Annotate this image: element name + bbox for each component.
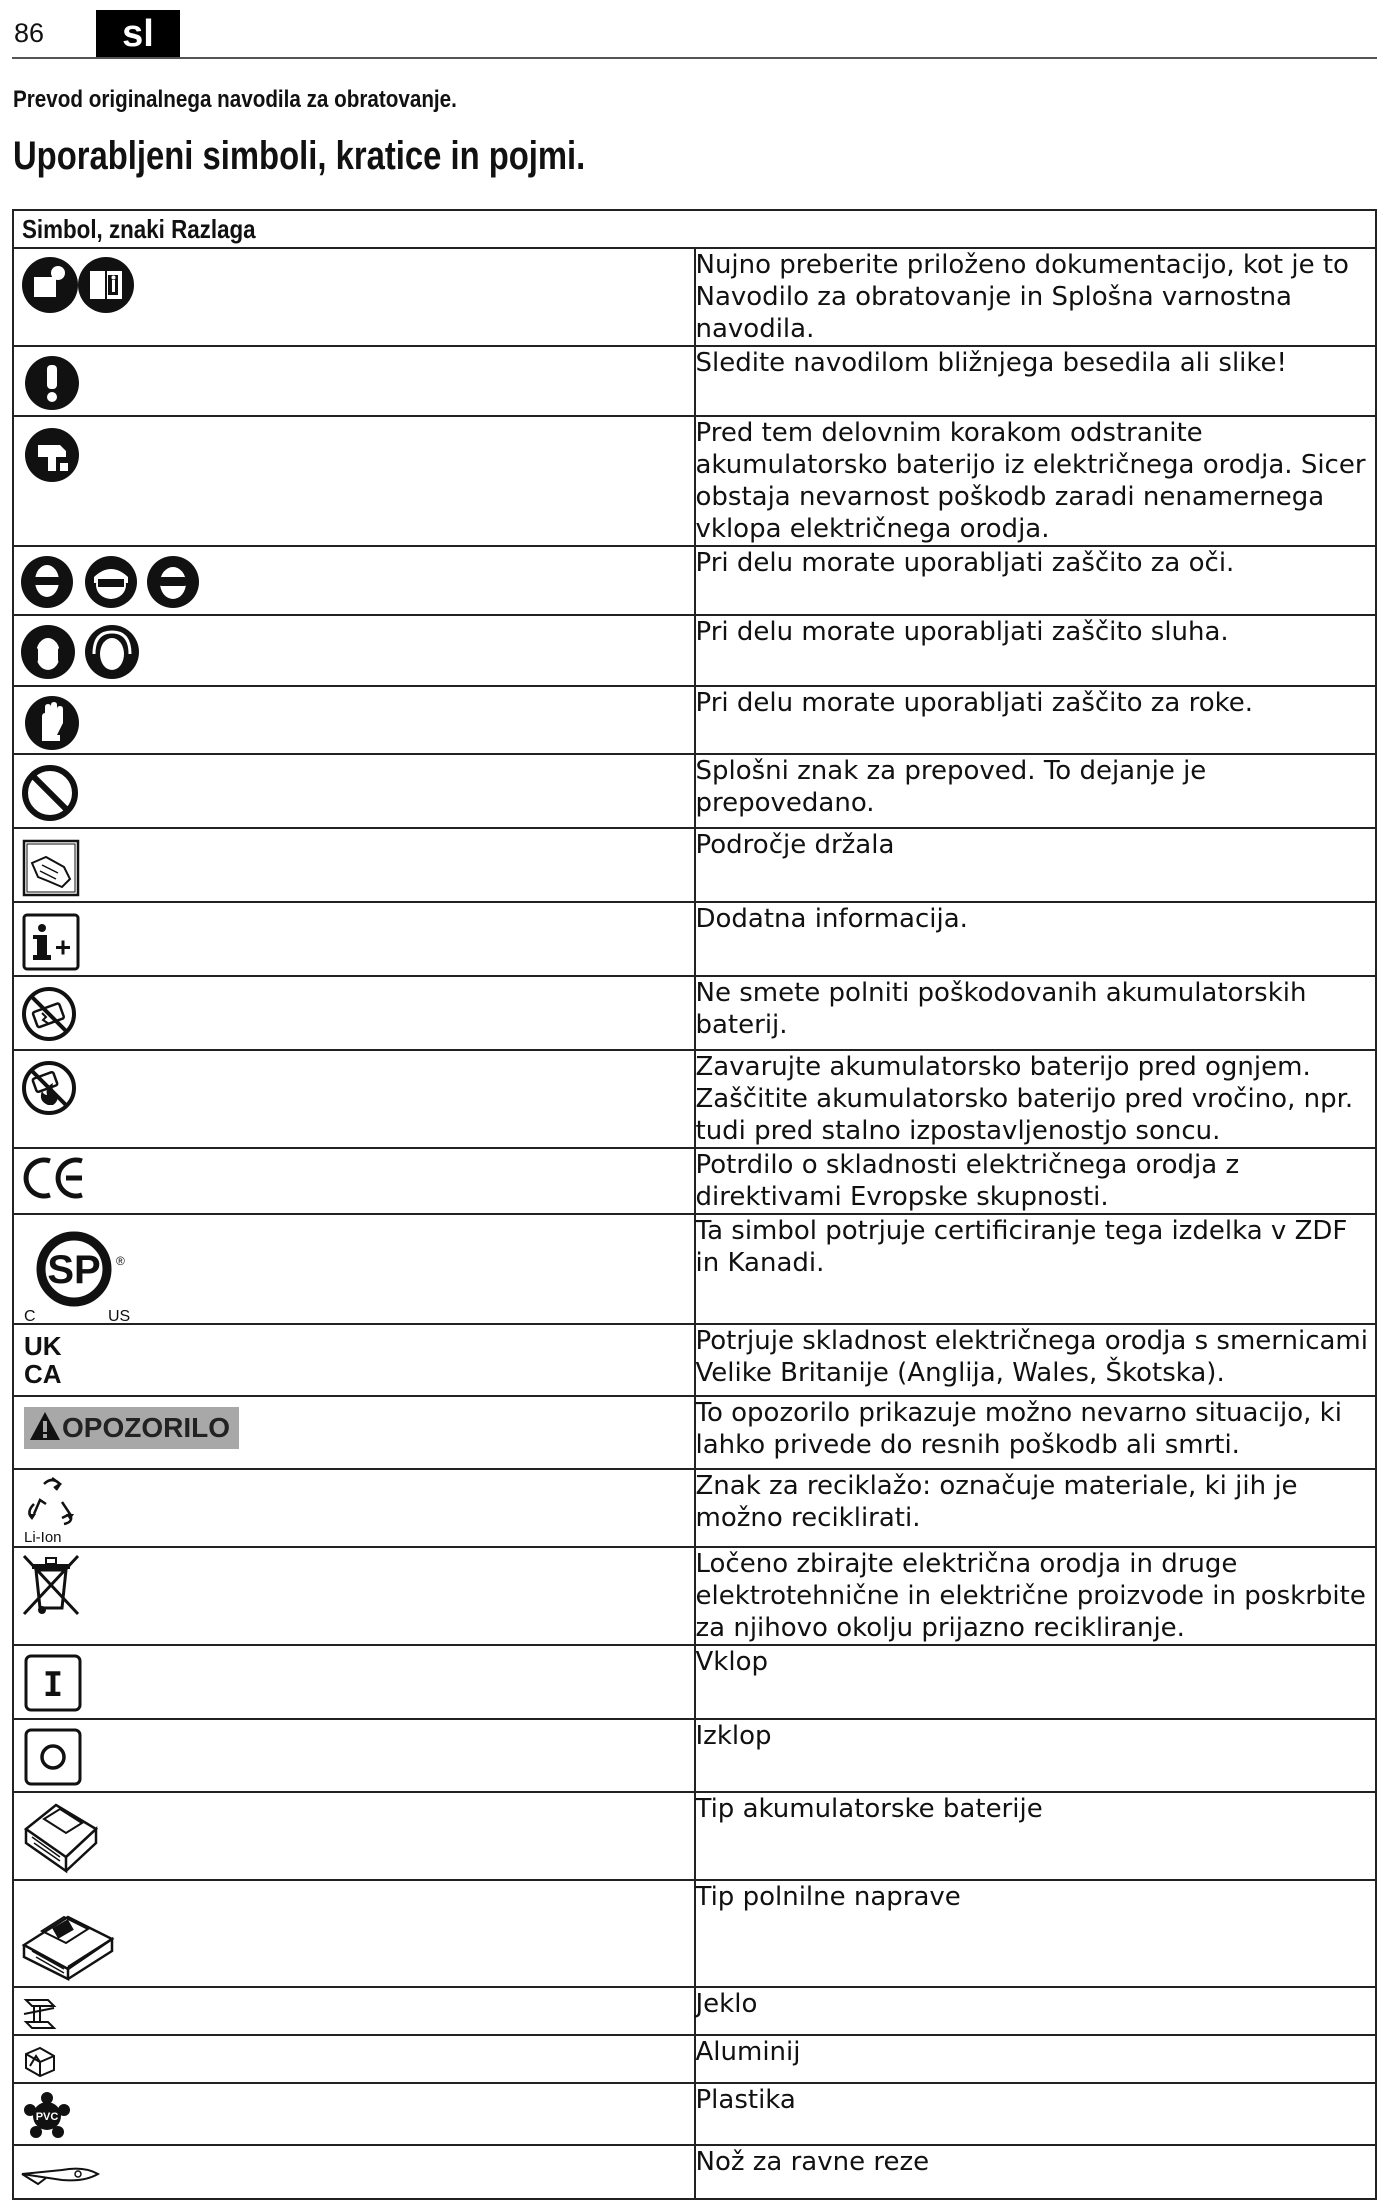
glove-icon [24, 695, 80, 751]
csa-letters: SP [47, 1248, 101, 1292]
description: Plastika [695, 2083, 1377, 2145]
plastic-pvc-icon [20, 2090, 74, 2142]
description: Pri delu morate uporabljati zaščito za roke. [695, 686, 1377, 754]
grip-area-icon [22, 839, 80, 897]
icon-cell [13, 346, 695, 416]
power-off-icon [24, 1728, 82, 1786]
table-row [13, 1719, 1376, 1792]
icon-cell [13, 2145, 695, 2199]
pvc-label: PVC [35, 2111, 59, 2123]
no-charge-damaged-icon [20, 985, 78, 1043]
csa-c-label: C [24, 1308, 36, 1325]
table-row [13, 416, 1376, 546]
table-row [13, 1987, 1376, 2035]
table-row [13, 346, 1376, 416]
description: Tip akumulatorske baterije [695, 1792, 1377, 1880]
table-row [13, 828, 1376, 902]
description: Aluminij [695, 2035, 1377, 2083]
description: Znak za reciklažo: označuje materiale, ki jih je možno reciklirati. [695, 1469, 1377, 1547]
icon-cell [13, 416, 695, 546]
icon-cell [13, 1880, 695, 1987]
icon-cell [13, 1469, 695, 1547]
charger-type-icon [18, 1901, 118, 1981]
icon-cell [13, 828, 695, 902]
description: Zavarujte akumulatorsko baterijo pred ognjem. Zaščitite akumulatorsko baterijo pred vročino, npr. tudi pred stalno izpostavljenostjo soncu. [695, 1050, 1377, 1148]
ear-protection-icon [20, 624, 142, 680]
icon-cell [13, 248, 695, 346]
info-plus-icon [22, 913, 80, 971]
exclamation-icon [24, 355, 80, 411]
description: Sledite navodilom bližnjega besedila ali slike! [695, 346, 1377, 416]
icon-cell [13, 546, 695, 615]
table-row [13, 1214, 1376, 1324]
steel-icon [22, 1996, 58, 2030]
ukca-line2: CA [24, 1359, 62, 1389]
description: Nujno preberite priloženo dokumentacijo, kot je to Navodilo za obratovanje in Splošna varnostna navodila. [695, 248, 1377, 346]
icon-cell [13, 1396, 695, 1469]
icon-cell [13, 1214, 695, 1324]
header-rule [12, 57, 1377, 59]
read-manual-icon [20, 255, 136, 315]
csa-registered: ® [116, 1254, 125, 1268]
table-row [13, 1396, 1376, 1469]
warning-badge-label: OPOZORILO [62, 1412, 230, 1443]
icon-cell [13, 1792, 695, 1880]
table-header-row [13, 210, 1376, 248]
crossed-bin-icon [20, 1552, 82, 1618]
table-row [13, 2145, 1376, 2199]
table-row [13, 1792, 1376, 1880]
description: Pri delu morate uporabljati zaščito za oči. [695, 546, 1377, 615]
eye-protection-icon [20, 555, 200, 609]
icon-cell [13, 902, 695, 976]
description: Področje držala [695, 828, 1377, 902]
description: Nož za ravne reze [695, 2145, 1377, 2199]
icon-cell [13, 1645, 695, 1719]
power-on-label: I [42, 1665, 64, 1705]
description: Potrjuje skladnost električnega orodja s smernicami Velike Britanije (Anglija, Wales, Škotska). [695, 1324, 1377, 1396]
icon-cell [13, 686, 695, 754]
warning-badge [24, 1407, 239, 1449]
icon-cell [13, 1719, 695, 1792]
table-row [13, 2083, 1376, 2145]
table-row [13, 976, 1376, 1050]
power-on-icon [24, 1654, 82, 1712]
page-number: 86 [14, 18, 45, 48]
ukca-line1: UK [24, 1331, 62, 1361]
table-row [13, 902, 1376, 976]
description: To opozorilo prikazuje možno nevarno situacijo, ki lahko privede do resnih poškodb ali smrti. [695, 1396, 1377, 1469]
icon-cell [13, 754, 695, 828]
description: Splošni znak za prepoved. To dejanje je prepovedano. [695, 754, 1377, 828]
table-row [13, 1148, 1376, 1214]
icon-cell [13, 1987, 695, 2035]
table-row [13, 1547, 1376, 1645]
description: Ločeno zbirajte električna orodja in druge elektrotehnične in električne proizvode in poskrbite za njihovo okolju prijazno recikliranje. [695, 1547, 1377, 1645]
icon-cell [13, 1547, 695, 1645]
recycle-li-ion-icon [22, 1474, 82, 1546]
battery-type-icon [18, 1799, 104, 1877]
description: Vklop [695, 1645, 1377, 1719]
symbols-table [12, 209, 1377, 2200]
no-fire-icon [20, 1059, 78, 1117]
table-row [13, 248, 1376, 346]
li-ion-label: Li-Ion [24, 1529, 62, 1546]
table-header: Simbol, znaki Razlaga [13, 210, 1376, 248]
table-row [13, 1050, 1376, 1148]
table-row [13, 2035, 1376, 2083]
table-row [13, 1645, 1376, 1719]
icon-cell [13, 615, 695, 686]
csa-us-label: US [108, 1308, 131, 1325]
csa-mark-icon [22, 1225, 142, 1325]
straight-cut-knife-icon [20, 2156, 102, 2190]
icon-cell [13, 2083, 695, 2145]
description: Potrdilo o skladnosti električnega orodja z direktivami Evropske skupnosti. [695, 1148, 1377, 1214]
ce-mark-icon [22, 1155, 88, 1201]
description: Pri delu morate uporabljati zaščito sluha. [695, 615, 1377, 686]
description: Tip polnilne naprave [695, 1880, 1377, 1987]
remove-battery-icon [24, 427, 80, 483]
ukca-mark-icon [22, 1331, 76, 1389]
icon-cell [13, 1148, 695, 1214]
table-row [13, 1880, 1376, 1987]
description: Izklop [695, 1719, 1377, 1792]
description: Jeklo [695, 1987, 1377, 2035]
table-row [13, 615, 1376, 686]
page-title: Uporabljeni simboli, kratice in pojmi. [13, 134, 586, 178]
icon-cell [13, 2035, 695, 2083]
description: Ne smete polniti poškodovanih akumulatorskih baterij. [695, 976, 1377, 1050]
table-row [13, 754, 1376, 828]
icon-cell [13, 976, 695, 1050]
description: Pred tem delovnim korakom odstranite akumulatorsko baterijo iz električnega orodja. Sicer obstaja nevarnost poškodb zaradi nenamernega vklopa električnega orodja. [695, 416, 1377, 546]
subtitle: Prevod originalnega navodila za obratovanje. [13, 86, 457, 113]
description: Dodatna informacija. [695, 902, 1377, 976]
prohibition-icon [20, 763, 80, 823]
table-row [13, 546, 1376, 615]
description: Ta simbol potrjuje certificiranje tega izdelka v ZDF in Kanadi. [695, 1214, 1377, 1324]
language-badge: sl [96, 10, 180, 58]
warning-triangle-icon [28, 1409, 62, 1443]
icon-cell [13, 1324, 695, 1396]
table-row [13, 1469, 1376, 1547]
table-row [13, 1324, 1376, 1396]
table-row [13, 686, 1376, 754]
icon-cell [13, 1050, 695, 1148]
